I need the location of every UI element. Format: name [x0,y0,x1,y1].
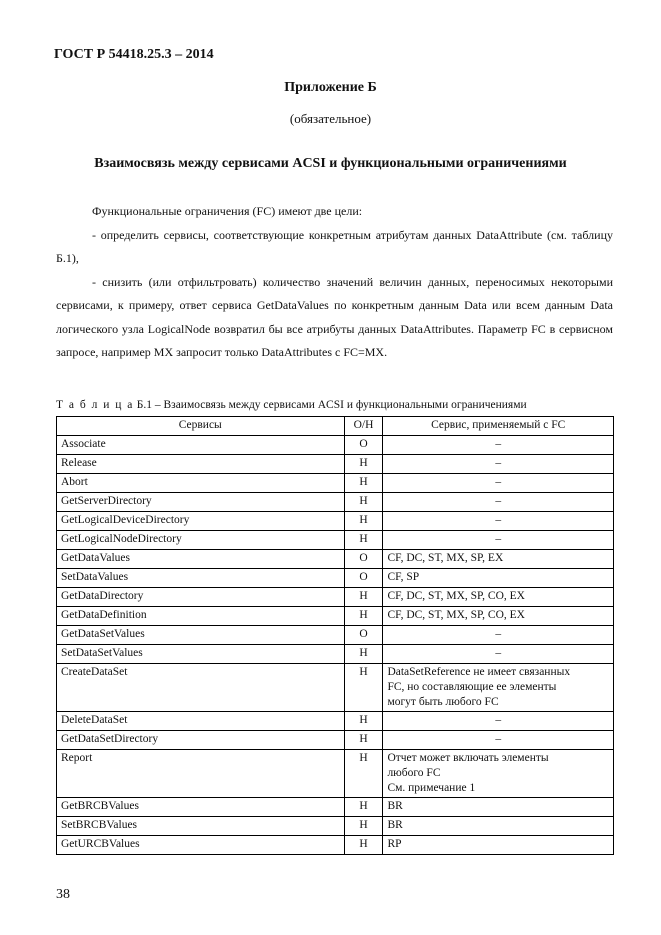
service-name-cell: Release [57,455,345,474]
fc-line: любого FC [387,767,441,779]
service-name-cell: GetLogicalNodeDirectory [57,531,345,550]
column-header-services: Сервисы [57,417,345,436]
oh-cell: Н [344,731,383,750]
fc-line: CF, DC, ST, MX, SP, CO, EX [387,609,525,621]
table-row [57,531,614,550]
table-row [57,512,614,531]
fc-line: – [495,628,502,640]
oh-cell: Н [344,455,383,474]
fc-line: BR [387,800,403,812]
table-row [57,836,614,855]
service-name-cell: DeleteDataSet [57,712,345,731]
body-text [56,200,613,365]
table-body [57,436,614,855]
fc-line: Отчет может включать элементы [387,752,549,764]
paragraph: - снизить (или отфильтровать) количество значений величин данных, переносимых некоторыми сервисами, к примеру, ответ сервиса GetDataValues по конкретным данным Data или всем данным Data логического узла LogicalNode возвратил бы все атрибуты данных DataAttributes. Параметр FC в сервисном запросе, например MX запросит только DataAttributes с FC=MX. [56,274,613,359]
fc-cell [383,750,614,798]
table-row [57,493,614,512]
fc-cell [383,626,614,645]
fc-line: могут быть любого FC [387,696,499,708]
service-name-cell: GetDataSetValues [57,626,345,645]
services-table [56,416,614,855]
table-row [57,712,614,731]
fc-cell [383,645,614,664]
fc-line: RP [387,838,402,850]
oh-cell: О [344,569,383,588]
fc-cell [383,531,614,550]
table-row [57,474,614,493]
oh-cell: О [344,436,383,455]
table-row [57,569,614,588]
service-name-cell: CreateDataSet [57,664,345,712]
fc-cell [383,588,614,607]
fc-line: – [495,476,502,488]
service-name-cell: GetURCBValues [57,836,345,855]
fc-line: CF, DC, ST, MX, SP, CO, EX [387,590,525,602]
oh-cell: Н [344,664,383,712]
table-caption-prefix: Т а б л и ц а [56,399,134,411]
service-name-cell: Associate [57,436,345,455]
fc-line: – [495,533,502,545]
fc-line: – [495,438,502,450]
oh-cell: О [344,550,383,569]
service-name-cell: GetBRCBValues [57,798,345,817]
service-name-cell: SetDataSetValues [57,645,345,664]
service-name-cell: GetLogicalDeviceDirectory [57,512,345,531]
table-row [57,588,614,607]
table-row [57,731,614,750]
oh-cell: Н [344,493,383,512]
service-name-cell: GetServerDirectory [57,493,345,512]
fc-cell [383,455,614,474]
fc-line: DataSetReference не имеет связанных [387,666,571,678]
fc-cell [383,569,614,588]
table-row [57,607,614,626]
oh-cell: Н [344,817,383,836]
service-name-cell: Report [57,750,345,798]
fc-cell [383,436,614,455]
column-header-fc: Сервис, применяемый с FC [383,417,614,436]
appendix-title: Приложение Б [284,80,377,95]
table-row [57,550,614,569]
fc-cell [383,607,614,626]
oh-cell: Н [344,645,383,664]
fc-cell [383,836,614,855]
standard-header: ГОСТ Р 54418.25.3 – 2014 [54,47,214,62]
fc-cell [383,712,614,731]
service-name-cell: SetDataValues [57,569,345,588]
oh-cell: Н [344,474,383,493]
oh-cell: Н [344,836,383,855]
fc-line: – [495,495,502,507]
table-row [57,455,614,474]
table-caption-text: Б.1 – Взаимосвязь между сервисами ACSI и функциональными ограничениями [133,399,527,411]
oh-cell: Н [344,750,383,798]
table-row [57,798,614,817]
oh-cell: Н [344,531,383,550]
service-name-cell: SetBRCBValues [57,817,345,836]
fc-cell [383,731,614,750]
fc-line: BR [387,819,403,831]
page-number: 38 [56,887,70,902]
table-caption [56,399,527,411]
oh-cell: Н [344,798,383,817]
oh-cell: О [344,626,383,645]
table-row [57,664,614,712]
fc-line: См. примечание 1 [387,782,476,794]
table-header-row [57,417,614,436]
column-header-oh: О/Н [344,417,383,436]
fc-cell [383,817,614,836]
fc-line: – [495,733,502,745]
paragraph: Функциональные ограничения (FC) имеют две цели: [92,204,363,218]
service-name-cell: GetDataValues [57,550,345,569]
service-name-cell: GetDataDefinition [57,607,345,626]
oh-cell: Н [344,588,383,607]
fc-cell [383,493,614,512]
fc-cell [383,664,614,712]
appendix-status: (обязательное) [289,111,372,126]
service-name-cell: GetDataSetDirectory [57,731,345,750]
table-row [57,645,614,664]
fc-cell [383,474,614,493]
section-title: Взаимосвязь между сервисами ACSI и функциональными ограничениями [94,156,567,171]
service-name-cell: GetDataDirectory [57,588,345,607]
fc-cell [383,798,614,817]
fc-line: – [495,647,502,659]
table-row [57,436,614,455]
fc-cell [383,512,614,531]
fc-line: – [495,514,502,526]
table-row [57,626,614,645]
fc-cell [383,550,614,569]
fc-line: CF, DC, ST, MX, SP, EX [387,552,504,564]
fc-line: CF, SP [387,571,420,583]
oh-cell: Н [344,607,383,626]
service-name-cell: Abort [57,474,345,493]
oh-cell: Н [344,712,383,731]
fc-line: – [495,714,502,726]
oh-cell: Н [344,512,383,531]
fc-line: – [495,457,502,469]
table-row [57,817,614,836]
fc-line: FC, но составляющие ее элементы [387,681,557,693]
paragraph: - определить сервисы, соответствующие конкретным атрибутам данных DataAttribute (см. таблицу Б.1), [56,227,613,265]
table-row [57,750,614,798]
